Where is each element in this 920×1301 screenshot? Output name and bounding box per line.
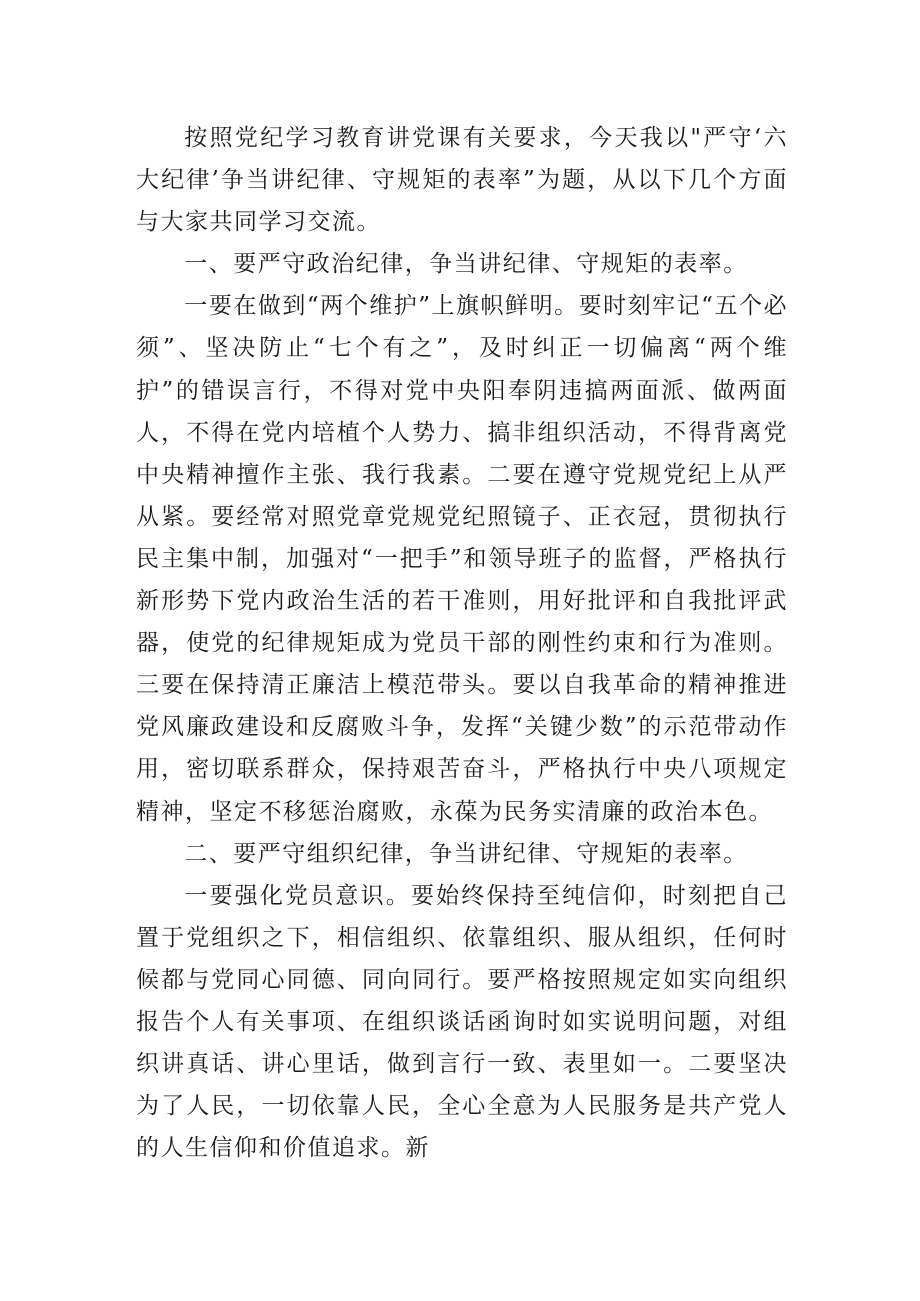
intro-paragraph: 按照党纪学习教育讲党课有关要求，今天我以"严守‘六大纪律’争当讲纪律、守规矩的表率”为题，从以下几个方面与大家共同学习交流。 [136,125,788,236]
section-heading-political-discipline: 一、要严守政治纪律，争当讲纪律、守规矩的表率。 [184,251,748,278]
section-heading-organizational-discipline: 二、要严守组织纪律，争当讲纪律、守规矩的表率。 [184,840,748,867]
body-paragraph-organizational-discipline: 一要强化党员意识。要始终保持至纯信仰，时刻把自己置于党组织之下，相信组织、依靠组织、服从组织，任何时候都与党同心同德、同向同行。要严格按照规定如实向组织报告个人有关事项、在组织谈话函询时如实说明问题，对组织讲真话、讲心里话，做到言行一致、表里如一。二要坚决为了人民，一切依靠人民，全心全意为人民服务是共产党人的人生信仰和价值追求。新 [136,882,788,1162]
body-paragraph-political-discipline: 一要在做到“两个维护”上旗帜鲜明。要时刻牢记“五个必须”、坚决防止“七个有之”，及时纠正一切偏离“两个维护”的错误言行，不得对党中央阳奉阴违搞两面派、做两面人，不得在党内培植个人势力、搞非组织活动，不得背离党中央精神擅作主张、我行我素。二要在遵守党规党纪上从严从紧。要经常对照党章党规党纪照镜子、正衣冠，贯彻执行民主集中制，加强对“一把手”和领导班子的监督，严格执行新形势下党内政治生活的若干准则，用好批评和自我批评武器，使党的纪律规矩成为党员干部的刚性约束和行为准则。三要在保持清正廉洁上模范带头。要以自我革命的精神推进党风廉政建设和反腐败斗争，发挥“关键少数”的示范带动作用，密切联系群众，保持艰苦奋斗，严格执行中央八项规定精神，坚定不移惩治腐败，永葆为民务实清廉的政治本色。 [136,293,788,825]
document-page [136,117,788,1169]
